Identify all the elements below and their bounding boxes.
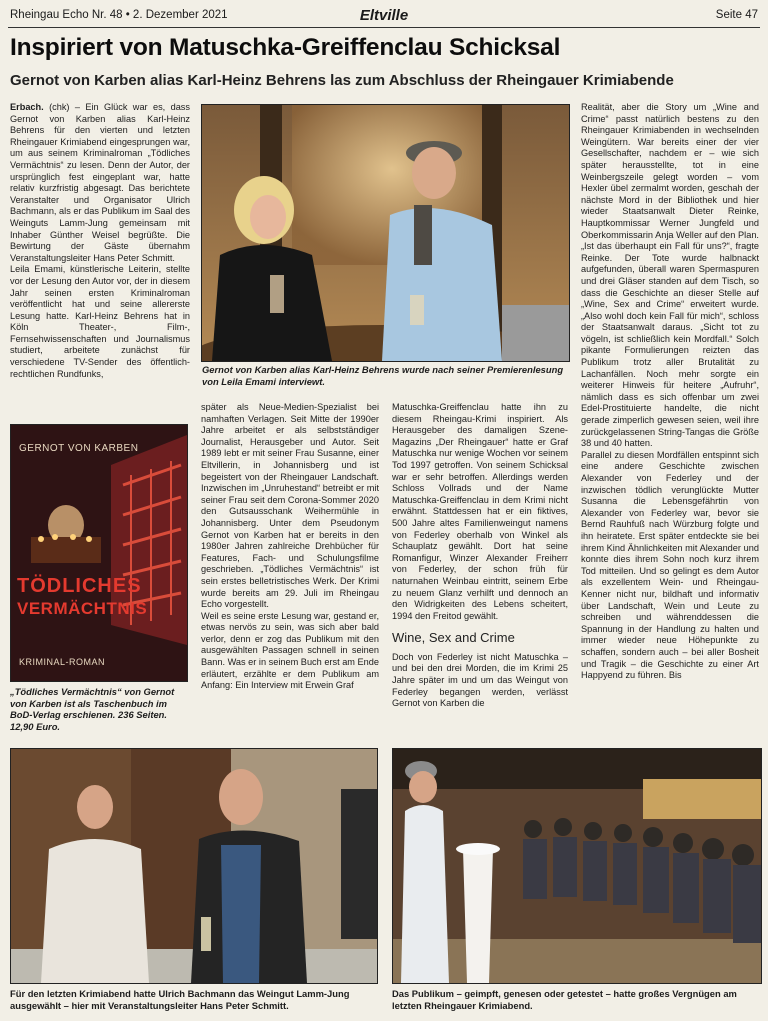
book-caption: „Tödliches Vermächtnis“ von Gernot von Karben ist als Taschenbuch im BoD-Verlag erschienen. 236 Seiten. 12,90 Euro. (10, 686, 175, 732)
paragraph: später als Neue-Medien-Spezialist bei namhaften Verlagen. Seit Mitte der 1990er Jahre arbeitet er als selbstständiger Journalist, Herausgeber und Autor. Seit 1989 lebt er mit seiner Frau Susanne, einer Eltvillerin, in Johannisberg und ist begeistert von der Rheingauer Landschaft. Inzwischen im „Unruhestand“ betreibt er mit seiner Frau seit dem Corona-Sommer 2020 den Gutsausschank Weihermühle in Johannisberg. Unter dem Pseudonym Gernot von Karben hat er bereits in den 1980er Jahren zahlreiche Drehbücher für Features, Fach- und Schulungsfilme geschrieben. „Tödliches Vermächtnis“ ist sein erstes belletristisches Werk. Der Krimi wurde bereits am 29. Juli im Rheingau Echo vorgestellt. (201, 402, 379, 610)
article-subheadline: Gernot von Karben alias Karl-Heinz Behrens las zum Abschluss der Rheingauer Krimiabende (10, 72, 674, 89)
column-4-text (581, 102, 759, 738)
photo-interview (201, 104, 570, 362)
book-title-line2: VERMÄCHTNIS (17, 599, 148, 618)
photo-audience-caption: Das Publikum – geimpft, genesen oder getestet – hatte großes Vergnügen am letzten Rheingauer Krimiabend. (392, 988, 737, 1011)
subheading-wine-sex-crime: Wine, Sex and Crime (392, 630, 515, 646)
paragraph: Realität, aber die Story um „Wine and Crime“ passt natürlich bestens zu den Rheingauer Krimiabenden in wechselnden Weingütern. War bereits einer der vier Gesellschafter, nachdem er – wie sich später herausstellte, tot in eine Weinbergszeile gelegt worden – vom Hexler übel zermalmt worden, geschah der nächste Mord in der Bibliothek und hier wieder Staatsanwalt Dieter Reinke, Hauptkommissar Werner Jungfeld und Oberkommissarin Anja Weller auf den Plan. „Ist das überhaupt ein Fall für uns?“, fragte Reinke. Der Tote wurde halbnackt aufgefunden, überall waren Spermaspuren und drei Gläser standen auf dem Tisch, so dass die Geschichte an dieser Stelle auf „Wine, Sex and Crime“ erweitert wurde. „Also wohl doch kein Fall für mich“, schloss der Staatsanwalt daraus. „Sicht tot zu vögeln, ist schließlich kein Mordfall.“ Solch pikante Formulierungen reizten das Publikum trotz aller Brutalität zu Lachanfällen. Noch mehr sorgte ein weiterer Hinweis für heitere „Aufruhr“, nämlich dass es sich offenbar um zwei Edel-Prostituierte handelte, die nicht gerade zimperlich gewesen seien, weil ihre zurückgelassenen String-Tangas die Größe 38 und 40 hatten. (581, 102, 759, 449)
book-cover-art (11, 425, 187, 681)
dateline: Erbach. (10, 102, 44, 112)
page-number: Seite 47 (715, 9, 758, 21)
header-rule (8, 27, 760, 28)
photo-organizers (10, 748, 378, 984)
article-headline: Inspiriert von Matuschka-Greiffenclau Schicksal (10, 34, 561, 61)
photo-organizers-caption: Für den letzten Krimiabend hatte Ulrich Bachmann das Weingut Lamm-Jung ausgewählt – hier mit Veranstaltungsleiter Hans Peter Schmitt. (10, 988, 350, 1011)
photo-audience (392, 748, 762, 984)
paragraph: Parallel zu diesen Mordfällen entspinnt sich eine andere Geschichte zwischen Alexander von Federley und der inzwischen tödlich verunglückte Mutter Susanna die Lebensgefährtin von Alexander von Federley war, bevor sie Bernd Rauhfuß nach Würzburg folgte und ihn heiratete. Erst später entdeckte sie bei ihrem Kind Ähnlichkeiten mit Alexander und konnte dies ihrem Sohn noch kurz ihrem Tod mitteilen. Und so gelingt es dem Autor als exzellentem Wein- und Rheingau-Kenner nicht nur, bildhaft und informativ über Landschaft, Wein und Leute zu schreiben und währenddessen die Spannung in der Handlung zu halten und immer wieder neue Höhepunkte zu schaffen, sondern auch – bei aller Bosheit und Tragik – die Geschichte zu einer Art Happyend zu führen. Bis (581, 449, 759, 681)
paragraph: Matuschka-Greiffenclau hatte ihn zu diesem Rheingau-Krimi inspiriert. Als Herausgeber des damaligen Szene-Magazins „Der Rheingauer“ hatte er Graf Matuschka nur wenige Wochen vor seinem Tod 1997 getroffen. Von seinem Schicksal war er sehr betroffen. Allerdings werden Schloss Vollrads und der Name Matuschka-Greiffenclau in dem Krimi nicht erwähnt. Stattdessen hat er ein fiktives, 500 Jahre altes Familienweingut namens von Federley oberhalb von Winkel als Schauplatz gewählt. Dort hat seine Romanfigur, Winzer Alexander Freiherr von Federley, der schon früh für naturnahen Weinbau eintritt, seinem Erbe zu neuem Glanz verhilft und dennoch an den Widrigkeiten des Lebens scheitert, 1994 den Freitod gewählt. (392, 402, 568, 621)
book-author: GERNOT VON KARBEN (19, 443, 139, 454)
paragraph: Weil es seine erste Lesung war, gestand er, etwas nervös zu sein, was sich aber bald verlor, denn er zog das Publikum mit den ausgewählten Passagen schnell in seinen Bann. Was er in seinem Buch erst am Ende erläutert, erzählte er dem Publikum am Anfang: Ein Interview mit Erwein Graf (201, 610, 379, 691)
column-2-text (201, 402, 379, 738)
paragraph: Doch von Federley ist nicht Matuschka – und bei den drei Morden, die im Krimi 25 Jahre später im und um das Weingut von Federley begangen werden, verlässt Gernot von Karben die (392, 651, 568, 709)
column-1-text (10, 102, 190, 416)
photo-organizers-image (11, 749, 377, 983)
paragraph: Leila Emami, künstlerische Leiterin, stellte vor der Lesung den Autor vor, der in diesem Jahr seinen ersten Kriminalroman veröffentlicht hat und seine allererste Lesung hatte. Karl-Heinz Behrens hat in Köln Theater-, Film-, Fernsehwissenschaften und Journalismus studiert, arbeitete zunächst für verschiedene TV-Sender des öffentlich-rechtlichen Rundfunks, (10, 264, 190, 379)
book-cover (10, 424, 188, 682)
page-header (8, 6, 760, 26)
paragraph: (chk) – Ein Glück war es, dass Gernot von Karben alias Karl-Heinz Behrens für den vierten und letzten Rheingauer Krimiabend eingesprungen war, um aus seinem Kriminalroman „Tödliches Vermächtnis“ zu lesen. Denn der Autor, der ursprünglich fest eingeplant war, hatte relativ kurzfristig abgesagt. Das berichtete Veranstalter und Organisator Ulrich Bachmann, als er das Publikum im Saal des Weinguts Lamm-Jung gemeinsam mit Inhaber Günther Weisel begrüßte. Die Bewirtung der Gäste übernahm Veranstaltungsleiter Hans Peter Schmitt. (10, 102, 190, 263)
photo-interview-caption: Gernot von Karben alias Karl-Heinz Behrens wurde nach seiner Premierenlesung von Leila Emami interviewt. (202, 364, 564, 387)
issue-info: Rheingau Echo Nr. 48 • 2. Dezember 2021 (10, 9, 228, 21)
section-title: Eltville (359, 7, 409, 24)
photo-audience-image (393, 749, 761, 983)
column-3-text (392, 402, 568, 738)
photo-interview-image (202, 105, 569, 361)
book-title-line1: TÖDLICHES (17, 575, 142, 597)
book-genre: KRIMINAL-ROMAN (19, 657, 106, 667)
